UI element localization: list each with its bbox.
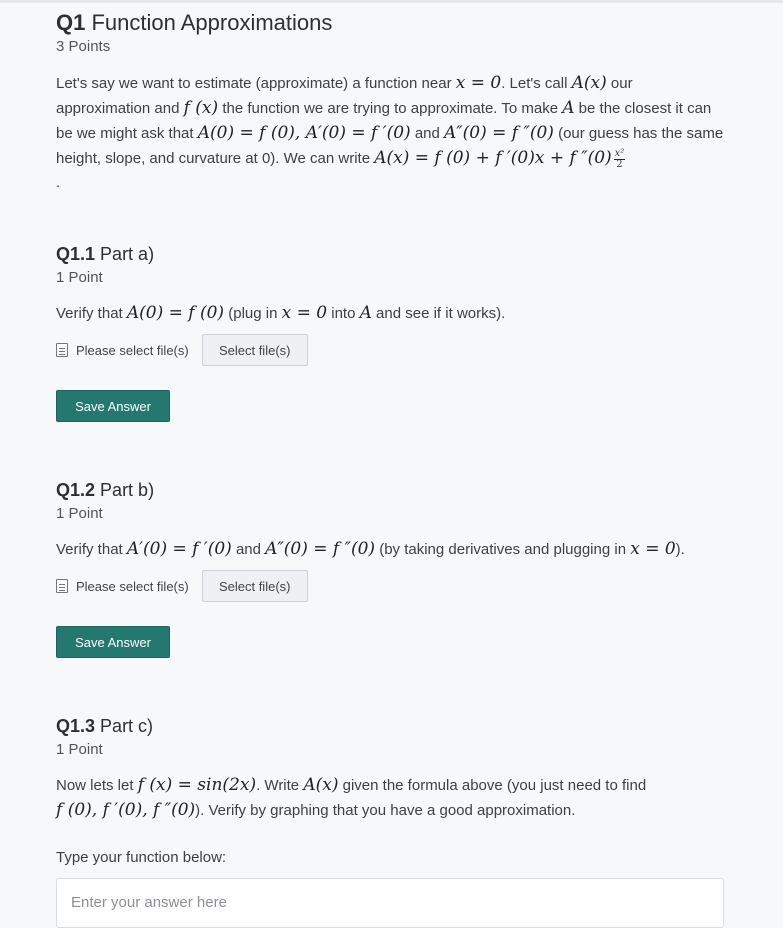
answer-input[interactable] xyxy=(69,893,713,912)
fraction-denominator: 2 xyxy=(616,158,623,170)
math-expression: f (x) = sin(2x) xyxy=(137,775,257,795)
math-expression: A(0) = f (0), A′(0) = f ′(0) xyxy=(197,123,411,143)
prompt-text: given the formula above (you just need to find xyxy=(338,777,647,794)
save-answer-button[interactable]: Save Answer xyxy=(56,390,170,422)
math-expression: A xyxy=(359,303,372,323)
math-expression: A xyxy=(562,98,575,118)
top-divider xyxy=(0,0,783,3)
intro-text: . xyxy=(56,174,61,191)
part-title-text: Part a) xyxy=(100,244,155,264)
part-title-text: Part c) xyxy=(100,716,154,736)
math-expression: A(x) = f (0) + f ′(0)x + f ″(0) xyxy=(374,148,612,168)
prompt-text: and see if it works). xyxy=(371,305,506,322)
intro-text: be the closest it can be we might ask that xyxy=(56,100,712,142)
part-a-file-upload xyxy=(56,334,308,366)
save-answer-button[interactable]: Save Answer xyxy=(56,626,170,658)
file-label: Please select file(s) xyxy=(76,578,189,594)
math-expression: x = 0 xyxy=(455,73,502,93)
intro-text: our approximation and xyxy=(56,75,633,117)
intro-text: and xyxy=(410,125,445,142)
prompt-text: . Write xyxy=(256,777,304,794)
document-icon xyxy=(56,343,68,357)
file-label: Please select file(s) xyxy=(76,342,189,358)
part-c-title xyxy=(56,716,153,737)
part-number: Q1.1 xyxy=(56,244,96,264)
part-c-points: 1 Point xyxy=(56,741,103,758)
select-files-button[interactable]: Select file(s) xyxy=(202,334,308,366)
answer-input-container xyxy=(56,878,724,928)
prompt-text: Verify that xyxy=(56,305,127,322)
part-a-prompt xyxy=(56,301,726,326)
math-expression: A(x) xyxy=(571,73,607,93)
document-icon xyxy=(56,579,68,593)
math-expression: A′(0) = f ′(0) xyxy=(126,539,232,559)
question-number: Q1 xyxy=(56,10,86,35)
prompt-text: and xyxy=(231,541,266,558)
part-b-title xyxy=(56,480,154,501)
answer-prompt: Type your function below: xyxy=(56,849,227,866)
part-a-points: 1 Point xyxy=(56,269,103,286)
intro-text: (our guess has the same height, slope, and curvature at 0). We can write xyxy=(56,125,724,167)
intro-text: the function we are trying to approximate. To make xyxy=(218,100,563,117)
question-points: 3 Points xyxy=(56,38,111,55)
prompt-text: Verify that xyxy=(56,541,127,558)
select-files-button[interactable]: Select file(s) xyxy=(202,570,308,602)
part-c-prompt xyxy=(56,773,726,823)
question-title-text: Function Approximations xyxy=(91,10,333,35)
math-expression: A″(0) = f ″(0) xyxy=(265,539,376,559)
math-expression: A(0) = f (0) xyxy=(126,303,225,323)
part-title-text: Part b) xyxy=(100,480,155,500)
part-b-prompt xyxy=(56,537,736,562)
part-a-title xyxy=(56,244,154,265)
prompt-text: into xyxy=(327,305,360,322)
math-expression: f (0), f ′(0), f ″(0) xyxy=(56,800,196,820)
math-expression: f (x) xyxy=(183,98,219,118)
math-expression: x = 0 xyxy=(630,539,676,559)
part-number: Q1.2 xyxy=(56,480,96,500)
prompt-text: ). Verify by graphing that you have a good approximation. xyxy=(195,802,576,819)
prompt-text: (plug in xyxy=(224,305,282,322)
prompt-text: Now lets let xyxy=(56,777,138,794)
part-b-file-upload xyxy=(56,570,308,602)
prompt-text: ). xyxy=(675,541,685,558)
math-fraction xyxy=(614,149,626,170)
math-expression: A″(0) = f ″(0) xyxy=(444,123,554,143)
intro-text: . Let's call xyxy=(501,75,572,92)
part-number: Q1.3 xyxy=(56,716,96,736)
math-expression: x = 0 xyxy=(281,303,328,323)
intro-text: Let's say we want to estimate (approximate) a function near xyxy=(56,75,456,92)
fraction-numerator: x² xyxy=(614,147,625,159)
question-title xyxy=(56,10,332,36)
question-intro xyxy=(56,71,726,195)
math-expression: A(x) xyxy=(303,775,339,795)
part-b-points: 1 Point xyxy=(56,505,103,522)
prompt-text: (by taking derivatives and plugging in xyxy=(375,541,631,558)
